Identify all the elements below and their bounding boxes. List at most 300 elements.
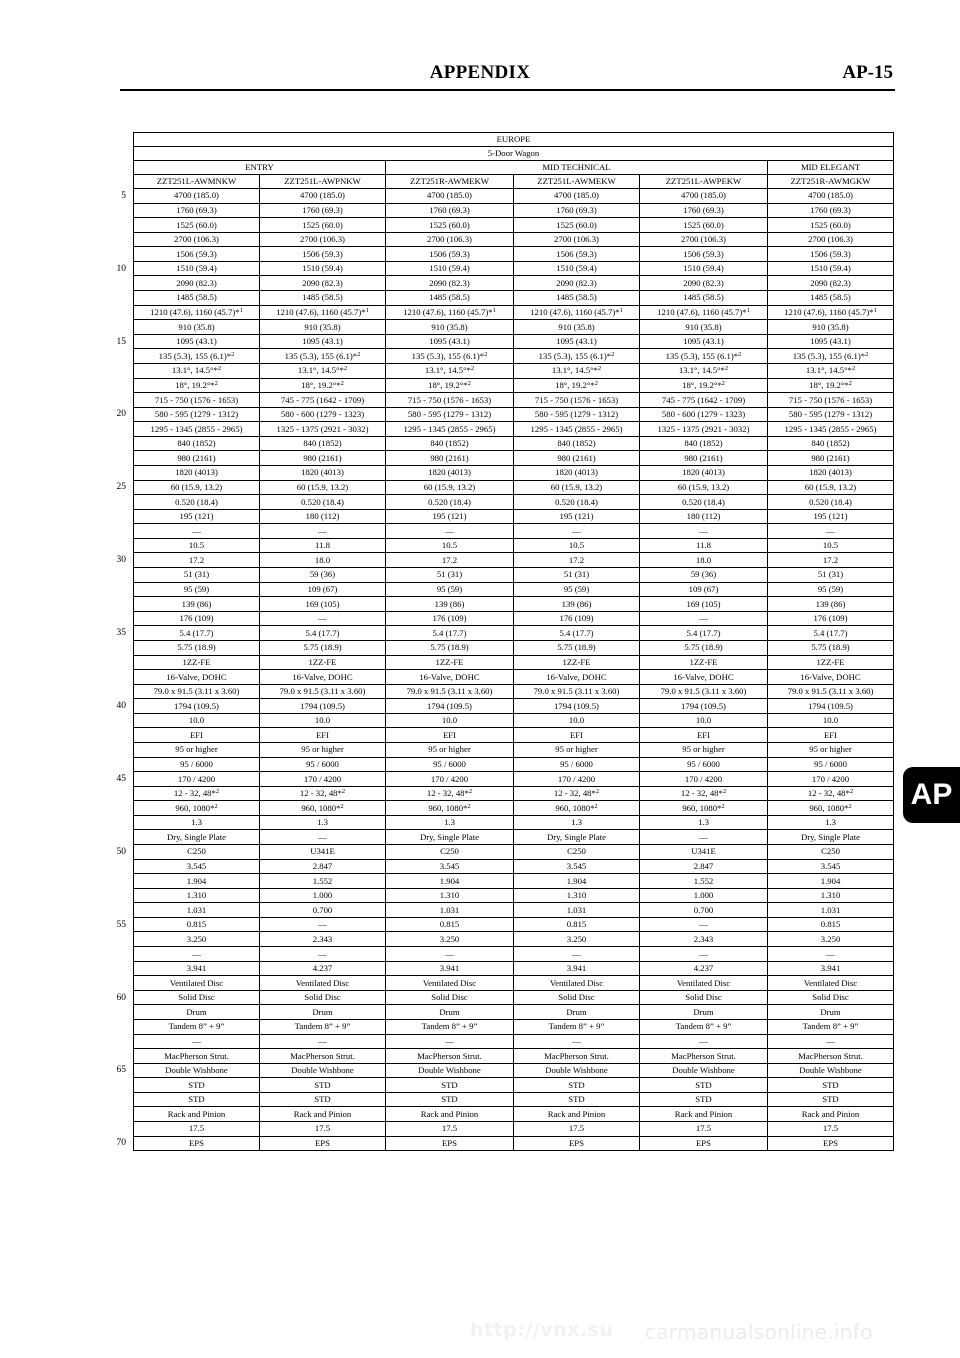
body-type-header: 5-Door Wagon bbox=[134, 147, 894, 161]
line-number: 5 bbox=[121, 190, 126, 201]
table-cell: 1.310 bbox=[768, 888, 894, 903]
footnote-marker: 2 bbox=[484, 350, 488, 358]
table-cell: Dry, Single Plate bbox=[386, 830, 514, 845]
table-cell: 79.0 x 91.5 (3.11 x 3.60) bbox=[768, 684, 894, 699]
table-cell: 1295 - 1345 (2855 - 2965) bbox=[768, 422, 894, 437]
table-cell: — bbox=[514, 947, 640, 962]
table-row bbox=[134, 859, 894, 874]
table-cell: Ventilated Disc bbox=[640, 976, 768, 991]
line-number: 40 bbox=[116, 701, 126, 712]
table-cell: 95 / 6000 bbox=[768, 757, 894, 772]
table-cell: 60 (15.9, 13.2) bbox=[260, 480, 386, 495]
table-cell: 139 (86) bbox=[768, 597, 894, 612]
table-row bbox=[134, 451, 894, 466]
table-row bbox=[134, 990, 894, 1005]
table-cell: 1506 (59.3) bbox=[514, 247, 640, 262]
table-cell: 910 (35.8) bbox=[134, 320, 260, 335]
table-cell: 79.0 x 91.5 (3.11 x 3.60) bbox=[134, 684, 260, 699]
table-cell: 10.5 bbox=[134, 538, 260, 553]
table-cell: Dry, Single Plate bbox=[514, 830, 640, 845]
table-cell: EPS bbox=[514, 1136, 640, 1151]
footnote-marker: 1 bbox=[239, 307, 243, 315]
table-cell: 745 - 775 (1642 - 1709) bbox=[260, 393, 386, 408]
table-cell: 1525 (60.0) bbox=[260, 218, 386, 233]
table-cell: 0.815 bbox=[514, 917, 640, 932]
table-cell: 95 or higher bbox=[768, 742, 894, 757]
table-cell: 1510 (59.4) bbox=[640, 261, 768, 276]
table-cell: Rack and Pinion bbox=[386, 1107, 514, 1122]
table-cell: 960, 1080*$^2$ bbox=[514, 801, 640, 816]
footnote-marker: 1 bbox=[365, 307, 369, 315]
table-cell: 715 - 750 (1576 - 1653) bbox=[134, 393, 260, 408]
table-cell: 17.5 bbox=[640, 1122, 768, 1137]
table-cell: Tandem 8” + 9” bbox=[386, 1019, 514, 1034]
table-cell: Double Wishbone bbox=[514, 1063, 640, 1078]
table-cell: 59 (36) bbox=[640, 568, 768, 583]
table-cell: Drum bbox=[260, 1005, 386, 1020]
table-cell: Tandem 8” + 9” bbox=[640, 1019, 768, 1034]
table-cell: EFI bbox=[514, 728, 640, 743]
table-row bbox=[134, 189, 894, 204]
table-cell: 95 or higher bbox=[134, 742, 260, 757]
table-cell: — bbox=[134, 1034, 260, 1049]
line-number: 25 bbox=[116, 482, 126, 493]
table-cell: 4700 (185.0) bbox=[134, 189, 260, 204]
table-cell: EPS bbox=[134, 1136, 260, 1151]
table-cell: 715 - 750 (1576 - 1653) bbox=[386, 393, 514, 408]
table-cell: 195 (121) bbox=[134, 509, 260, 524]
table-cell: 910 (35.8) bbox=[640, 320, 768, 335]
table-cell: 12 - 32, 48*$^2$ bbox=[134, 786, 260, 801]
table-cell: EPS bbox=[640, 1136, 768, 1151]
table-cell: 12 - 32, 48*$^2$ bbox=[386, 786, 514, 801]
table-cell: 10.0 bbox=[640, 713, 768, 728]
table-cell: 0.700 bbox=[640, 903, 768, 918]
footnote-marker: 2 bbox=[341, 788, 346, 796]
model-header-cell: ZZT251L-AWMEKW bbox=[514, 175, 640, 189]
table-row bbox=[134, 553, 894, 568]
table-cell: 4700 (185.0) bbox=[514, 189, 640, 204]
table-row bbox=[134, 1063, 894, 1078]
table-cell: STD bbox=[640, 1092, 768, 1107]
table-cell: 2090 (82.3) bbox=[768, 276, 894, 291]
table-cell: 17.5 bbox=[386, 1122, 514, 1137]
footnote-marker: 2 bbox=[848, 802, 852, 810]
line-number: 35 bbox=[116, 628, 126, 639]
table-cell: 1820 (4013) bbox=[768, 465, 894, 480]
table-cell: 1485 (58.5) bbox=[134, 291, 260, 306]
table-cell: 1820 (4013) bbox=[514, 465, 640, 480]
table-cell: 95 / 6000 bbox=[386, 757, 514, 772]
table-cell: 1210 (47.6), 1160 (45.7)*$^1$ bbox=[640, 305, 768, 320]
table-row bbox=[134, 1078, 894, 1093]
table-cell: 580 - 595 (1279 - 1312) bbox=[134, 407, 260, 422]
table-cell: 2700 (106.3) bbox=[640, 232, 768, 247]
table-cell: 170 / 4200 bbox=[386, 772, 514, 787]
table-row bbox=[134, 1049, 894, 1064]
table-row bbox=[134, 349, 894, 364]
table-row bbox=[134, 772, 894, 787]
table-cell: 1485 (58.5) bbox=[768, 291, 894, 306]
footnote-marker: 2 bbox=[215, 788, 220, 796]
table-cell: 18°, 19.2°*$^2$ bbox=[514, 378, 640, 393]
page-number: AP-15 bbox=[842, 62, 893, 83]
table-cell: 3.545 bbox=[768, 859, 894, 874]
table-cell: 1820 (4013) bbox=[640, 465, 768, 480]
table-cell: 60 (15.9, 13.2) bbox=[134, 480, 260, 495]
table-cell: 13.1°, 14.5°*$^2$ bbox=[640, 363, 768, 378]
footnote-marker: 2 bbox=[467, 802, 471, 810]
table-cell: 980 (2161) bbox=[260, 451, 386, 466]
table-cell: — bbox=[260, 830, 386, 845]
table-row bbox=[134, 393, 894, 408]
table-row bbox=[134, 378, 894, 393]
table-cell: 139 (86) bbox=[134, 597, 260, 612]
table-cell: 1ZZ-FE bbox=[260, 655, 386, 670]
table-cell: 135 (5.3), 155 (6.1)*$^2$ bbox=[260, 349, 386, 364]
table-cell: 980 (2161) bbox=[768, 451, 894, 466]
grade-header-cell: MID TECHNICAL bbox=[386, 161, 768, 175]
table-cell: Drum bbox=[768, 1005, 894, 1020]
table-row bbox=[134, 815, 894, 830]
footnote-marker: 2 bbox=[594, 379, 598, 387]
table-cell: Drum bbox=[640, 1005, 768, 1020]
table-cell: 910 (35.8) bbox=[260, 320, 386, 335]
table-row bbox=[134, 320, 894, 335]
table-cell: STD bbox=[768, 1092, 894, 1107]
table-cell: STD bbox=[514, 1092, 640, 1107]
table-cell: 1.000 bbox=[640, 888, 768, 903]
table-cell: 79.0 x 91.5 (3.11 x 3.60) bbox=[386, 684, 514, 699]
table-cell: Ventilated Disc bbox=[134, 976, 260, 991]
line-number: 55 bbox=[116, 919, 126, 930]
table-cell: 1525 (60.0) bbox=[134, 218, 260, 233]
table-row bbox=[134, 728, 894, 743]
table-cell: Double Wishbone bbox=[134, 1063, 260, 1078]
table-row bbox=[134, 218, 894, 233]
model-header-row bbox=[134, 175, 894, 189]
footnote-marker: 2 bbox=[343, 365, 348, 373]
table-cell: 1485 (58.5) bbox=[514, 291, 640, 306]
table-cell: 12 - 32, 48*$^2$ bbox=[514, 786, 640, 801]
table-cell: Double Wishbone bbox=[640, 1063, 768, 1078]
table-row bbox=[134, 436, 894, 451]
table-cell: 169 (105) bbox=[260, 597, 386, 612]
table-cell: — bbox=[640, 1034, 768, 1049]
table-cell: 1.031 bbox=[386, 903, 514, 918]
table-cell: 17.5 bbox=[134, 1122, 260, 1137]
table-cell: 3.545 bbox=[514, 859, 640, 874]
table-cell: MacPherson Strut. bbox=[640, 1049, 768, 1064]
table-cell: 1794 (109.5) bbox=[640, 699, 768, 714]
table-cell: 170 / 4200 bbox=[514, 772, 640, 787]
table-cell: 139 (86) bbox=[514, 597, 640, 612]
table-cell: Tandem 8” + 9” bbox=[260, 1019, 386, 1034]
table-cell: 1210 (47.6), 1160 (45.7)*$^1$ bbox=[260, 305, 386, 320]
table-cell: 135 (5.3), 155 (6.1)*$^2$ bbox=[640, 349, 768, 364]
table-cell: Rack and Pinion bbox=[640, 1107, 768, 1122]
table-row bbox=[134, 655, 894, 670]
footnote-marker: 2 bbox=[468, 788, 473, 796]
table-cell: MacPherson Strut. bbox=[514, 1049, 640, 1064]
table-cell: 17.2 bbox=[134, 553, 260, 568]
table-cell: 1.904 bbox=[134, 874, 260, 889]
table-cell: 1295 - 1345 (2855 - 2965) bbox=[386, 422, 514, 437]
table-cell: 1485 (58.5) bbox=[386, 291, 514, 306]
table-cell: 1794 (109.5) bbox=[768, 699, 894, 714]
table-cell: 13.1°, 14.5°*$^2$ bbox=[386, 363, 514, 378]
table-cell: 1.310 bbox=[386, 888, 514, 903]
table-cell: — bbox=[260, 947, 386, 962]
table-cell: — bbox=[640, 947, 768, 962]
grade-header-cell: ENTRY bbox=[134, 161, 386, 175]
table-cell: 960, 1080*$^2$ bbox=[260, 801, 386, 816]
table-cell: 1794 (109.5) bbox=[134, 699, 260, 714]
table-cell: 12 - 32, 48*$^2$ bbox=[640, 786, 768, 801]
table-cell: 4700 (185.0) bbox=[640, 189, 768, 204]
table-cell: Rack and Pinion bbox=[514, 1107, 640, 1122]
table-cell: 1510 (59.4) bbox=[514, 261, 640, 276]
table-cell: 169 (105) bbox=[640, 597, 768, 612]
table-cell: 1ZZ-FE bbox=[386, 655, 514, 670]
grade-header-row bbox=[134, 161, 894, 175]
table-cell: MacPherson Strut. bbox=[386, 1049, 514, 1064]
table-cell: 17.5 bbox=[260, 1122, 386, 1137]
table-cell: 51 (31) bbox=[134, 568, 260, 583]
table-row bbox=[134, 903, 894, 918]
table-cell: EPS bbox=[768, 1136, 894, 1151]
footnote-marker: 2 bbox=[865, 350, 869, 358]
table-cell: 1525 (60.0) bbox=[640, 218, 768, 233]
table-cell: U341E bbox=[640, 845, 768, 860]
watermark-left: http://vnx.su bbox=[470, 1319, 614, 1341]
table-cell: 10.0 bbox=[260, 713, 386, 728]
table-cell: 5.4 (17.7) bbox=[640, 626, 768, 641]
table-cell: STD bbox=[134, 1092, 260, 1107]
table-cell: 0.520 (18.4) bbox=[134, 495, 260, 510]
table-cell: 139 (86) bbox=[386, 597, 514, 612]
footnote-marker: 2 bbox=[849, 788, 854, 796]
table-cell: 170 / 4200 bbox=[260, 772, 386, 787]
table-cell: 2.343 bbox=[260, 932, 386, 947]
table-cell: 4700 (185.0) bbox=[386, 189, 514, 204]
table-cell: 1794 (109.5) bbox=[386, 699, 514, 714]
table-cell: 1095 (43.1) bbox=[260, 334, 386, 349]
table-cell: 18°, 19.2°*$^2$ bbox=[134, 378, 260, 393]
table-cell: 16-Valve, DOHC bbox=[640, 670, 768, 685]
line-number: 45 bbox=[116, 773, 126, 784]
table-cell: 1510 (59.4) bbox=[768, 261, 894, 276]
table-row bbox=[134, 422, 894, 437]
table-cell: 95 (59) bbox=[134, 582, 260, 597]
table-cell: 95 / 6000 bbox=[514, 757, 640, 772]
table-cell: 79.0 x 91.5 (3.11 x 3.60) bbox=[260, 684, 386, 699]
footnote-marker: 2 bbox=[595, 788, 600, 796]
table-row bbox=[134, 305, 894, 320]
table-cell: — bbox=[386, 524, 514, 539]
table-cell: 13.1°, 14.5°*$^2$ bbox=[768, 363, 894, 378]
table-cell: 1.904 bbox=[768, 874, 894, 889]
table-cell: 1095 (43.1) bbox=[514, 334, 640, 349]
footnote-marker: 2 bbox=[214, 379, 218, 387]
line-number: 60 bbox=[116, 992, 126, 1003]
table-row bbox=[134, 1019, 894, 1034]
table-cell: 5.4 (17.7) bbox=[768, 626, 894, 641]
footnote-marker: 2 bbox=[724, 365, 729, 373]
table-cell: C250 bbox=[386, 845, 514, 860]
table-cell: — bbox=[134, 524, 260, 539]
table-cell: 11.8 bbox=[260, 538, 386, 553]
table-cell: 10.0 bbox=[768, 713, 894, 728]
table-cell: 0.520 (18.4) bbox=[260, 495, 386, 510]
table-cell: — bbox=[260, 1034, 386, 1049]
table-cell: 0.700 bbox=[260, 903, 386, 918]
table-cell: 195 (121) bbox=[514, 509, 640, 524]
table-cell: 13.1°, 14.5°*$^2$ bbox=[134, 363, 260, 378]
table-cell: 2090 (82.3) bbox=[640, 276, 768, 291]
table-cell: — bbox=[640, 524, 768, 539]
table-cell: 840 (1852) bbox=[386, 436, 514, 451]
table-cell: 960, 1080*$^2$ bbox=[386, 801, 514, 816]
table-cell: 910 (35.8) bbox=[768, 320, 894, 335]
table-cell: 1506 (59.3) bbox=[386, 247, 514, 262]
table-cell: STD bbox=[514, 1078, 640, 1093]
table-cell: 95 or higher bbox=[386, 742, 514, 757]
table-cell: 4700 (185.0) bbox=[260, 189, 386, 204]
table-cell: 4.237 bbox=[260, 961, 386, 976]
table-cell: 79.0 x 91.5 (3.11 x 3.60) bbox=[640, 684, 768, 699]
table-cell: 745 - 775 (1642 - 1709) bbox=[640, 393, 768, 408]
table-cell: 1325 - 1375 (2921 - 3032) bbox=[260, 422, 386, 437]
footnote-marker: 2 bbox=[470, 365, 475, 373]
table-row bbox=[134, 742, 894, 757]
table-cell: 16-Valve, DOHC bbox=[386, 670, 514, 685]
footnote-marker: 2 bbox=[340, 802, 344, 810]
table-cell: 0.520 (18.4) bbox=[514, 495, 640, 510]
table-row bbox=[134, 480, 894, 495]
table-cell: 3.250 bbox=[768, 932, 894, 947]
table-row bbox=[134, 757, 894, 772]
table-cell: Rack and Pinion bbox=[768, 1107, 894, 1122]
table-cell: 4.237 bbox=[640, 961, 768, 976]
table-cell: 51 (31) bbox=[514, 568, 640, 583]
table-cell: 960, 1080*$^2$ bbox=[640, 801, 768, 816]
spec-table bbox=[133, 132, 894, 1151]
table-cell: 18°, 19.2°*$^2$ bbox=[386, 378, 514, 393]
table-cell: 1485 (58.5) bbox=[640, 291, 768, 306]
footnote-marker: 2 bbox=[340, 379, 344, 387]
table-row bbox=[134, 801, 894, 816]
table-cell: 51 (31) bbox=[386, 568, 514, 583]
table-row bbox=[134, 611, 894, 626]
table-row bbox=[134, 334, 894, 349]
table-cell: 17.2 bbox=[514, 553, 640, 568]
table-cell: 170 / 4200 bbox=[134, 772, 260, 787]
table-cell: 59 (36) bbox=[260, 568, 386, 583]
table-cell: 1ZZ-FE bbox=[640, 655, 768, 670]
table-row bbox=[134, 845, 894, 860]
table-cell: 195 (121) bbox=[768, 509, 894, 524]
table-row bbox=[134, 509, 894, 524]
table-cell: Drum bbox=[134, 1005, 260, 1020]
table-cell: — bbox=[260, 611, 386, 626]
table-cell: STD bbox=[260, 1078, 386, 1093]
table-row bbox=[134, 1136, 894, 1151]
table-row bbox=[134, 582, 894, 597]
table-cell: 840 (1852) bbox=[768, 436, 894, 451]
table-row bbox=[134, 961, 894, 976]
table-cell: 1.000 bbox=[260, 888, 386, 903]
table-cell: 1ZZ-FE bbox=[768, 655, 894, 670]
footnote-marker: 2 bbox=[851, 365, 856, 373]
table-cell: 840 (1852) bbox=[640, 436, 768, 451]
table-row bbox=[134, 568, 894, 583]
table-cell: 1.904 bbox=[514, 874, 640, 889]
table-cell: Solid Disc bbox=[640, 990, 768, 1005]
table-cell: 16-Valve, DOHC bbox=[134, 670, 260, 685]
table-cell: 16-Valve, DOHC bbox=[514, 670, 640, 685]
table-cell: 3.545 bbox=[134, 859, 260, 874]
table-row bbox=[134, 976, 894, 991]
table-cell: 18.0 bbox=[640, 553, 768, 568]
table-cell: 1210 (47.6), 1160 (45.7)*$^1$ bbox=[768, 305, 894, 320]
table-row bbox=[134, 786, 894, 801]
table-cell: 1.3 bbox=[514, 815, 640, 830]
table-cell: 1506 (59.3) bbox=[640, 247, 768, 262]
footnote-marker: 2 bbox=[721, 802, 725, 810]
table-cell: STD bbox=[134, 1078, 260, 1093]
grade-header-cell: MID ELEGANT bbox=[768, 161, 894, 175]
table-cell: 1506 (59.3) bbox=[134, 247, 260, 262]
table-row bbox=[134, 626, 894, 641]
table-cell: Tandem 8” + 9” bbox=[514, 1019, 640, 1034]
table-cell: 135 (5.3), 155 (6.1)*$^2$ bbox=[768, 349, 894, 364]
table-cell: Tandem 8” + 9” bbox=[768, 1019, 894, 1034]
table-cell: 960, 1080*$^2$ bbox=[134, 801, 260, 816]
line-number: 20 bbox=[116, 409, 126, 420]
table-row bbox=[134, 538, 894, 553]
table-cell: STD bbox=[386, 1078, 514, 1093]
table-cell: 3.250 bbox=[386, 932, 514, 947]
table-row bbox=[134, 670, 894, 685]
table-cell: EFI bbox=[386, 728, 514, 743]
table-cell: 3.941 bbox=[768, 961, 894, 976]
table-cell: 980 (2161) bbox=[514, 451, 640, 466]
table-cell: 95 / 6000 bbox=[134, 757, 260, 772]
table-cell: 95 or higher bbox=[640, 742, 768, 757]
table-cell: 11.8 bbox=[640, 538, 768, 553]
table-cell: 17.2 bbox=[386, 553, 514, 568]
header-divider bbox=[120, 89, 895, 91]
line-number: 30 bbox=[116, 555, 126, 566]
section-tab: AP bbox=[903, 767, 960, 823]
table-cell: EPS bbox=[260, 1136, 386, 1151]
table-row bbox=[134, 524, 894, 539]
model-header-cell: ZZT251L-AWPNKW bbox=[260, 175, 386, 189]
table-cell: 715 - 750 (1576 - 1653) bbox=[514, 393, 640, 408]
table-cell: 176 (109) bbox=[134, 611, 260, 626]
table-cell: 0.815 bbox=[134, 917, 260, 932]
table-cell: — bbox=[768, 524, 894, 539]
line-number: 65 bbox=[116, 1065, 126, 1076]
table-cell: 1.031 bbox=[514, 903, 640, 918]
table-cell: 1820 (4013) bbox=[260, 465, 386, 480]
table-cell: Ventilated Disc bbox=[386, 976, 514, 991]
table-cell: 176 (109) bbox=[514, 611, 640, 626]
table-cell: 18°, 19.2°*$^2$ bbox=[640, 378, 768, 393]
table-cell: Solid Disc bbox=[386, 990, 514, 1005]
table-cell: 60 (15.9, 13.2) bbox=[514, 480, 640, 495]
